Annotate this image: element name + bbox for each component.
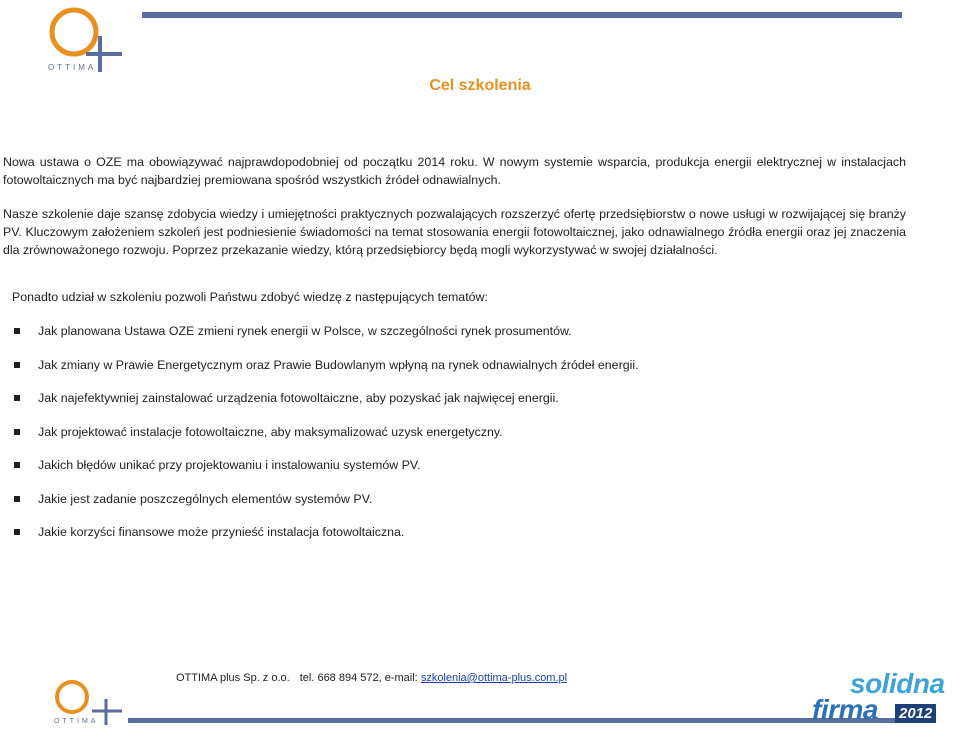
- bullet-square-icon: [14, 362, 20, 368]
- footer-company: OTTIMA plus Sp. z o.o.: [176, 672, 290, 684]
- ottima-logo-bottom: [44, 679, 124, 727]
- footer-bar: [128, 718, 910, 723]
- header-bar: [142, 12, 902, 18]
- paragraph-intro: Nowa ustawa o OZE ma obowiązywać najprawdopodobniej od początku 2014 roku. W nowym systemie wsparcia, produkcja energii elektrycznej w instalacjach fotowoltaicznych ma być najbardziej premiowana spośród wszystkich źródeł odnawialnych.: [3, 155, 906, 187]
- footer-phone: tel. 668 894 572, e-mail:: [299, 672, 418, 684]
- bullet-square-icon: [14, 496, 20, 502]
- solidna-firma-badge: [812, 668, 960, 728]
- bullet-square-icon: [14, 462, 20, 468]
- badge-year: 2012: [895, 704, 936, 723]
- footer-email-link[interactable]: szkolenia@ottima-plus.com.pl: [420, 672, 568, 684]
- page-title: Cel szkolenia: [429, 77, 531, 94]
- bullet-square-icon: [14, 395, 20, 401]
- ottima-logo-top: [44, 4, 124, 74]
- topics-intro: Ponadto udział w szkoleniu pozwoli Państwu zdobyć wiedzę z następujących tematów:: [12, 290, 488, 304]
- badge-line1: solidna: [850, 668, 945, 699]
- footer-contact: [176, 672, 567, 684]
- bullet-square-icon: [14, 529, 20, 535]
- paragraph-description: Nasze szkolenie daje szansę zdobycia wiedzy i umiejętności praktycznych pozwalających rozszerzyć ofertę przedsiębiorstw o nowe usługi w rozwijającej się branży PV. Kluczowym założeniem szkoleń jest podniesienie świadomości na temat stosowania energii fotowoltaicznej, jako odnawialnego źródła energii oraz jej znaczenia dla zrównoważonego rozwoju. Poprzez przekazanie wiedzy, którą przedsiębiorcy będą mogli wykorzystywać w swojej działalności.: [3, 207, 906, 257]
- bullet-square-icon: [14, 328, 20, 334]
- logo-text: OTTIMA: [48, 63, 97, 72]
- logo-text: OTTIMA: [54, 718, 99, 725]
- bullet-square-icon: [14, 429, 20, 435]
- badge-line2: firma: [812, 694, 878, 725]
